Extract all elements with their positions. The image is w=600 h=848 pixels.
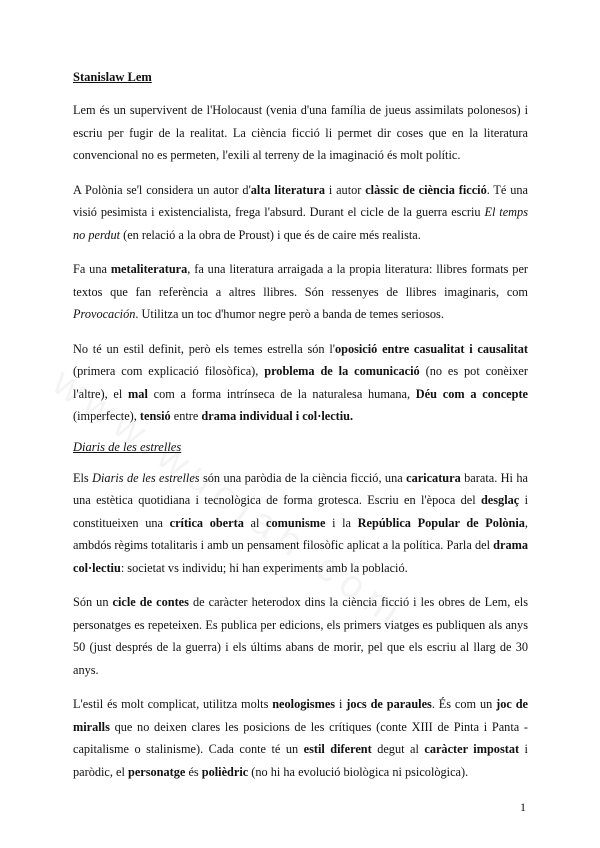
paragraph-2: A Polònia se'l considera un autor d'alta literatura i autor clàssic de ciència ficció. Té una visió pesimista i existencialista, frega l'absurd. Durant el cicle de la guerra escriu El temps no perdut (en relació a la obra de Proust) i que és de caire més realista. xyxy=(73,182,528,242)
section-heading: Diaris de les estrelles xyxy=(73,439,182,454)
paragraph-5: Els Diaris de les estrelles són una paròdia de la ciència ficció, una caricatura barata. Hi ha una estètica quotidiana i tecnològica de forma grotesca. Escriu en l'època del desglaç i constitueixen una crítica oberta al comunisme i la República Popular de Polònia, ambdós règims totalitaris i amb un pensament filosòfic aplicat a la política. Parla del drama col·lectiu: societat vs individu; hi han experiments amb la població. xyxy=(73,470,528,575)
paragraph-1: Lem és un supervivent de l'Holocaust (venia d'una família de jueus assimilats polonesos) i escriu per fugir de la realitat. La ciència ficció li permet dir coses que en la literatura convencional no es permeten, l'exili al terreny de la imaginació és molt polític. xyxy=(73,103,528,162)
page-number: 1 xyxy=(520,800,526,814)
page-title: Stanislaw Lem xyxy=(73,70,152,84)
document-page xyxy=(73,70,528,795)
paragraph-3: Fa una metaliteratura, fa una literatura arraigada a la propia literatura: llibres formats per textos que fan referència a altres llibres. Són ressenyes de llibres imaginaris, com Provocación. Utilitza un toc d'humor negre però a banda de temes seriosos. xyxy=(73,262,528,321)
paragraph-7: L'estil és molt complicat, utilitza molts neologismes i jocs de paraules. És com un joc de miralls que no deixen clares les posicions de les crítiques (conte XIII de Pinta i Panta - capitalisme o stalinisme). Cada conte té un estil diferent degut al caràcter impostat i paròdic, el personatge és polièdric (no hi ha evolució biològica ni psicològica). xyxy=(73,697,528,779)
paragraph-4: No té un estil definit, però els temes estrella són l'oposició entre casualitat i causalitat (primera com explicació filosòfica), problema de la comunicació (no es pot conèixer l'altre), el mal com a forma intrínseca de la naturalesa humana, Déu com a concepte (imperfecte), tensió entre drama individual i col·lectiu. xyxy=(73,341,528,423)
paragraph-6: Són un cicle de contes de caràcter heterodox dins la ciència ficció i les obres de Lem, els personatges es repeteixen. Es publica per edicions, els primers viatges es publiquen als anys 50 (just després de la guerra) i els últims abans de morir, pel que els escriu al llarg de 30 anys. xyxy=(73,595,528,677)
